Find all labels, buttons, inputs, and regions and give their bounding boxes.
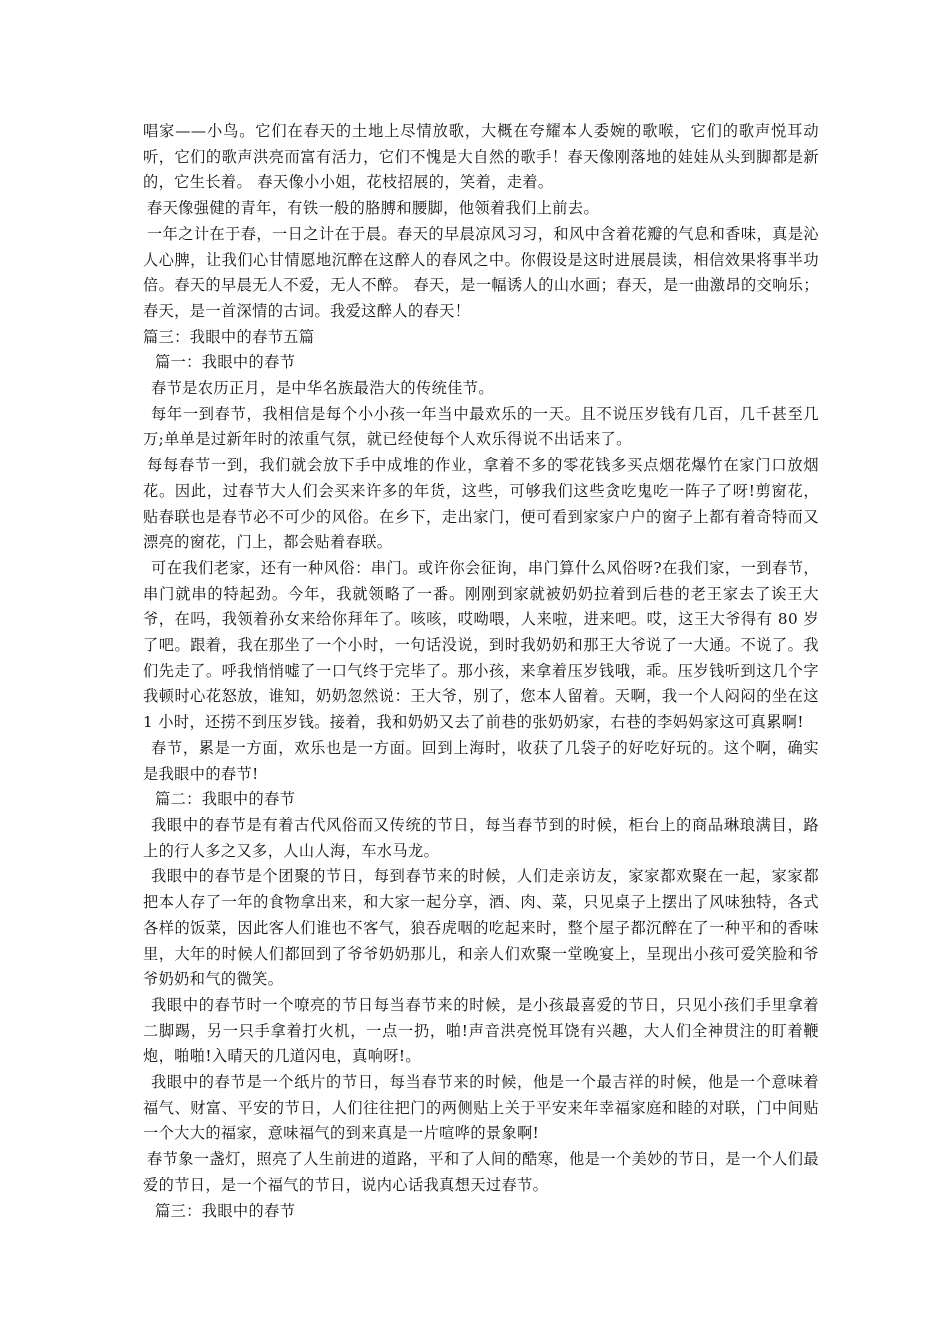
paragraph-spring-morning: 一年之计在于春，一日之计在于晨。春天的早晨凉风习习，和风中含着花瓣的气息和香味，真是沁人心脾，让我们心甘情愿地沉醉在这醉人的春风之中。你假设是这时进展晨读，相信效果将事半功倍。春天的早晨无人不爱，无人不醉。 春天，是一幅诱人的山水画；春天，是一曲激昂的交响乐；春天，是一首深情的古词。我爱这醉人的春天！	[143, 224, 819, 320]
paragraph-spring-birds: 唱家——小鸟。它们在春天的土地上尽情放歌，大概在夸耀本人委婉的歌喉，它们的歌声悦耳动听，它们的歌声洪亮而富有活力，它们不愧是大自然的歌手！春天像刚落地的娃娃从头到脚都是新的，它生长着。 春天像小小姐，花枝招展的，笑着，走着。	[143, 122, 819, 192]
paragraph-festival-intro: 春节是农历正月，是中华名族最浩大的传统佳节。	[151, 379, 494, 398]
paragraph-couplets: 我眼中的春节是一个纸片的节日，每当春节来的时候，他是一个最吉祥的时候，他是一个意味着福气、财富、平安的节日，人们往往把门的两侧贴上关于平安来年幸福家庭和睦的对联，门中间贴一个大大的福家，意味福气的到来真是一片喧哗的景象啊!	[143, 1073, 819, 1143]
paragraph-reunion: 我眼中的春节是个团聚的节日，每到春节来的时候，人们走亲访友，家家都欢聚在一起，家家都把本人存了一年的食物拿出来，和大家一起分享，酒、肉、菜，只见桌子上摆出了风味独特，各式各样的饭菜，因此客人们谁也不客气，狼吞虎咽的吃起来时，整个屋子都沉醉在了一种平和的香味里，大年的时候人们都回到了爷爷奶奶那儿，和亲人们欢聚一堂晚宴上，呈现出小孩可爱笑脸和爷爷奶奶和气的微笑。	[143, 867, 819, 989]
paragraph-spring-youth: 春天像强健的青年，有铁一般的胳膊和腰脚，他领着我们上前去。	[147, 199, 600, 218]
paragraph-ancient-custom: 我眼中的春节是有着古代风俗而又传统的节日，每当春节到的时候，柜台上的商品琳琅满目，路上的行人多之又多，人山人海，车水马龙。	[143, 815, 819, 860]
paragraph-happiest-day: 每年一到春节，我相信是每个小小孩一年当中最欢乐的一天。且不说压岁钱有几百，几千甚至几万;单单是过新年时的浓重气氛，就已经使每个人欢乐得说不出话来了。	[143, 404, 819, 449]
paragraph-tired-happy: 春节，累是一方面，欢乐也是一方面。回到上海时，收获了几袋子的好吃好玩的。这个啊，确实是我眼中的春节!	[143, 738, 819, 783]
section-heading-part3: 篇三：我眼中的春节五篇	[143, 327, 315, 346]
paragraph-firecrackers: 我眼中的春节时一个嘹亮的节日每当春节来的时候，是小孩最喜爱的节日，只见小孩们手里拿着二脚踢，另一只手拿着打火机，一点一扔，啪!声音洪亮悦耳饶有兴趣，大人们全神贯注的盯着鞭炮，啪啪!入晴天的几道闪电，真响呀!。	[143, 995, 819, 1066]
paragraph-fireworks: 每每春节一到，我们就会放下手中成堆的作业，拿着不多的零花钱多买点烟花爆竹在家门口放烟花。因此，过春节大人们会买来许多的年货，这些，可够我们这些贪吃鬼吃一阵子了呀!剪窗花，贴春联也是春节必不可少的风俗。在乡下，走出家门，便可看到家家户户的窗子上都有着奇特而又漂亮的窗花，门上，都会贴着春联。	[143, 456, 819, 552]
paragraph-visiting-custom: 可在我们老家，还有一种风俗：串门。或许你会征询，串门算什么风俗呀?在我们家，一到春节，串门就串的特起劲。今年，我就领略了一番。刚刚到家就被奶奶拉着到后巷的老王家去了诶王大爷，在吗，我领着孙女来给你拜年了。咳咳，哎呦喂，人来啦，进来吧。哎，这王大爷得有 80 岁了吧。跟着，我在那坐了一个小时，一句话没说，到时我奶奶和那王大爷说了一大通。不说了。我们先走了。呼我悄悄嘘了一口气终于完毕了。那小孩，来拿着压岁钱哦，乖。压岁钱听到这几个字我顿时心花怒放，谁知，奶奶忽然说：王大爷，别了，您本人留着。天啊，我一个人闷闷的坐在这 1 小时，还捞不到压岁钱。接着，我和奶奶又去了前巷的张奶奶家，右巷的李妈妈家这可真累啊!	[143, 558, 825, 732]
subheading-essay-2: 篇二：我眼中的春节	[155, 790, 296, 809]
subheading-essay-3: 篇三：我眼中的春节	[155, 1201, 296, 1220]
document-page	[143, 119, 825, 1224]
subheading-essay-1: 篇一：我眼中的春节	[155, 353, 296, 372]
paragraph-lamp: 春节象一盏灯，照亮了人生前进的道路，平和了人间的酷寒，他是一个美妙的节日，是一个人们最爱的节日，是一个福气的节日，说内心话我真想天过春节。	[143, 1150, 819, 1194]
